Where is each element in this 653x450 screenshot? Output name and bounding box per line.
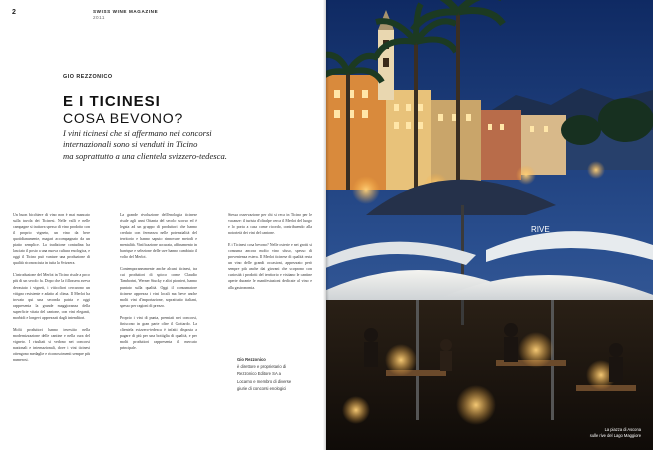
paragraph: E i Ticinesi cosa bevono? Nelle osterie e nei grotti si consuma ancora molto vino sfuso, spesso di provenienza estera. Il Merlot ticinese di qualità resta un vino delle grandi occasioni, apprezzato però sempre più anche dai giovani che scoprono con curiosità i prodotti del territorio e visitano le cantine aperte durante le manifestazioni dedicate al vino e alla gastronomia. xyxy=(228,242,312,290)
paragraph: L'introduzione del Merlot in Ticino risale a poco più di un secolo fa. Dopo che la fillossera aveva devastato i vigneti, i viticoltori cercarono un vitigno resistente e adatto al clima. Il Merlot ha trovato qui una seconda patria e oggi rappresenta la grande maggioranza della superficie vitata del cantone, con vini eleganti, morbidi e longevi apprezzati dagli intenditori. xyxy=(13,272,90,320)
text-column-2 xyxy=(120,212,197,437)
caption-line: La piazza di Ascona xyxy=(604,427,641,432)
bio-line: Rezzonico Editore SA a xyxy=(237,371,281,377)
lead-line: internazionali sono si venduti in Ticino xyxy=(63,139,198,150)
issue-label: 2011 xyxy=(93,15,105,20)
right-page-photo xyxy=(326,0,653,450)
article-title-line2: COSA BEVONO? xyxy=(63,110,184,126)
magazine-name: SWISS WINE MAGAZINE xyxy=(93,9,159,14)
article-lead xyxy=(63,128,313,162)
paragraph: La grande rivoluzione dell'enologia ticinese risale agli anni Ottanta del secolo scorso ed è legata ad un gruppo di produttori che hanno creduto con fermezza nelle potenzialità del territorio e hanno saputo rinnovare metodi e mentalità. Vinificazione accurata, affinamento in barrique e selezione delle uve hanno cambiato il volto del Merlot. xyxy=(120,212,197,260)
caption-line: sulle rive del Lago Maggiore xyxy=(589,432,641,438)
bio-line: è direttore e proprietario di xyxy=(237,364,287,370)
photo-caption xyxy=(551,427,641,438)
spread-gutter xyxy=(323,0,329,450)
article-title-line1: E I TICINESI xyxy=(63,93,161,110)
left-page xyxy=(0,0,326,450)
paragraph: Stessa osservazione per chi si reca in Ticino per le vacanze: il turista d'oltralpe cerca il Merlot del luogo e lo porta a casa come ricordo, contribuendo alla notorietà dei vini del cantone. xyxy=(228,212,312,236)
author-byline: GIO REZZONICO xyxy=(63,74,113,80)
lead-line: ma soprattutto a una clientela svizzero-tedesca. xyxy=(63,150,227,161)
umbrella-text: RIVE xyxy=(531,225,550,234)
bio-line: giurie di concorsi enologici xyxy=(237,385,287,391)
bio-line: Locarno e membro di diverse xyxy=(237,378,292,384)
paragraph: Proprio i vini di punta, premiati nei concorsi, finiscono in gran parte oltre il Gottardo. La clientela svizzero-tedesca è infatti disposta a pagare di più per una bottiglia di qualità, e per molti produttori rappresenta il mercato principale. xyxy=(120,314,197,350)
text-column-1 xyxy=(13,212,90,437)
paragraph: Molti produttori hanno investito nella modernizzazione delle cantine e nella cura del vigneto. I risultati si vedono nei concorsi nazionali e internazionali, dove i vini ticinesi ottengono medaglie e riconoscimenti sempre più numerosi. xyxy=(13,326,90,363)
lead-line: I vini ticinesi che si affermano nei concorsi xyxy=(63,128,212,138)
page-number: 2 xyxy=(12,9,16,16)
ascona-night-photo xyxy=(326,0,653,450)
author-bio xyxy=(237,356,319,392)
text-column-3 xyxy=(228,212,312,352)
paragraph: Un buon bicchiere di vino non è mai mancato sulla tavola dei Ticinesi. Nelle valli e nelle campagne si trattava spesso di vino prodotto con il proprio vigneto, un vino da bere quotidianamente, magari accompagnato da un piatto semplice. La tradizione contadina ha lasciato il posto a una nuova cultura enologica, e oggi il Ticino può vantare una produzione di qualità riconosciuta in tutta la Svizzera. xyxy=(13,212,90,266)
bio-name: Gio Rezzonico xyxy=(237,357,266,362)
paragraph: Contemporaneamente anche alcuni ticinesi, tra cui produttori di spicco come Claudio Tamborini, Werner Stucky e altri pionieri, hanno puntato sulla qualità. Oggi il consumatore ticinese apprezza i vini locali ma beve anche molti vini d'importazione, soprattutto italiani, spesso per ragioni di prezzo. xyxy=(120,266,197,308)
